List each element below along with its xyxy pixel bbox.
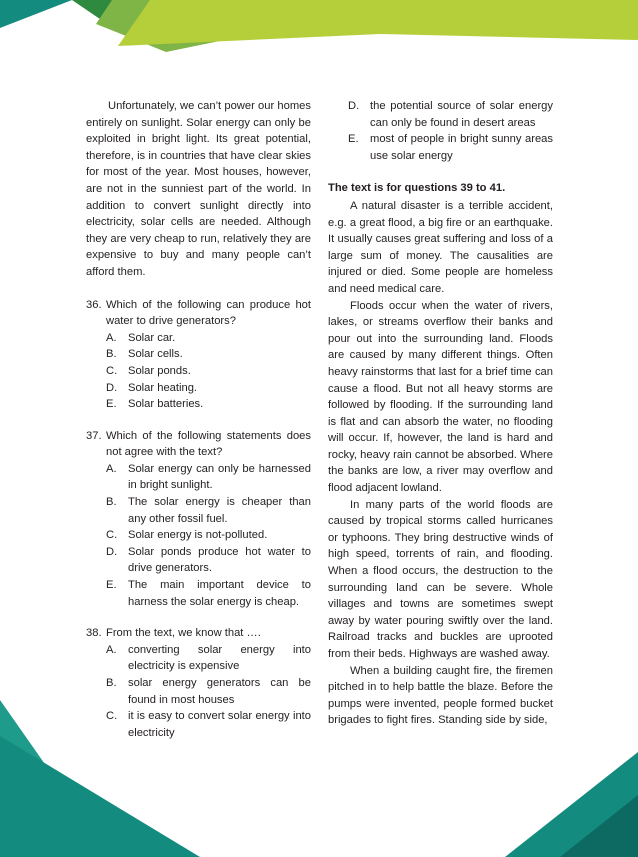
option-text: The solar energy is cheaper than any other fossil fuel. — [128, 496, 311, 525]
option-letter: C. — [106, 529, 118, 542]
answer-option — [106, 380, 311, 397]
answer-option — [106, 363, 311, 380]
answer-option — [328, 131, 553, 164]
question-item — [86, 297, 311, 413]
option-letter: E. — [106, 579, 117, 592]
passage-paragraph: Floods occur when the water of rivers, lakes, or streams overflow their banks and pour out into the surrounding land. Floods are caused by many different things. Often heavy rainstorms that last for a brief time can cause a flood. But not all heavy storms are followed by flooding. If the surrounding land is flat and can absorb the water, no flooding will occur. If, however, the land is hard and rocky, heavy rain cannot be absorbed. Where the banks are low, a river may overflow and flood adjacent lowland. — [328, 299, 553, 495]
option-letter: E. — [348, 133, 359, 146]
option-letter: C. — [106, 364, 118, 377]
passage-heading: The text is for questions 39 to 41. — [328, 182, 506, 195]
option-letter: D. — [106, 381, 118, 394]
option-text: The main important device to harness the solar energy is cheap. — [128, 579, 311, 608]
option-letter: C. — [106, 710, 118, 723]
option-letter: B. — [106, 348, 117, 361]
corner-shape-bottom-teal — [0, 736, 200, 857]
option-text: Solar car. — [128, 331, 176, 344]
answer-option — [106, 675, 311, 708]
question-body — [106, 428, 311, 611]
option-letter: D. — [106, 545, 118, 558]
answer-option — [106, 461, 311, 494]
question-number: 36. — [86, 298, 102, 311]
option-list — [106, 330, 311, 413]
option-letter: D. — [348, 100, 360, 112]
continued-option-list — [328, 98, 553, 164]
option-letter: A. — [106, 462, 117, 475]
passage-paragraph: In many parts of the world floods are caused by tropical storms called hurricanes or typhoons. They bring destructive winds of high speed, torrents of rain, and flooding. When a flood occurs, the destruction to the surrounding land can be severe. Whole villages and towns are sometimes swept away by water pouring swiftly over the land. Railroad tracks and buckles are uprooted from their beds. Highways are washed away. — [328, 498, 553, 660]
option-text: Solar energy can only be harnessed in bright sunlight. — [128, 462, 311, 492]
question-text: From the text, we know that …. — [106, 627, 261, 640]
answer-option — [106, 527, 311, 544]
question-text: Which of the following statements does not agree with the text? — [106, 429, 311, 459]
option-letter: A. — [106, 643, 117, 656]
question-text: Which of the following can produce hot water to drive generators? — [106, 298, 311, 328]
answer-option — [106, 494, 311, 527]
option-text: Solar ponds produce hot water to drive generators. — [128, 545, 311, 575]
answer-option — [106, 642, 311, 675]
right-column — [328, 98, 553, 729]
question-item — [86, 625, 311, 741]
option-text: Solar heating. — [128, 381, 198, 394]
option-text: the potential source of solar energy can only be found in desert areas — [370, 100, 553, 129]
passage-paragraph: A natural disaster is a terrible accident, e.g. a great flood, a big fire or an earthquake. It usually causes great suffering and loss of a large sum of money. The causalities are injured or died. Some people are homeless and need medical care. — [328, 199, 553, 295]
answer-option — [106, 708, 311, 741]
answer-option — [328, 98, 553, 131]
question-body — [106, 297, 311, 413]
question-item — [86, 428, 311, 611]
passage-paragraph: When a building caught fire, the firemen pitched in to help battle the blaze. Before the pumps were invented, people formed bucket brigades to fight fires. Standing side by side, — [328, 664, 553, 727]
option-text: solar energy generators can be found in most houses — [128, 677, 311, 706]
option-text: Solar batteries. — [128, 398, 204, 411]
question-body — [106, 625, 311, 741]
option-text: most of people in bright sunny areas use solar energy — [370, 133, 553, 162]
corner-shape-top-teal — [0, 0, 72, 28]
passage-body — [328, 198, 553, 729]
option-list — [106, 642, 311, 742]
answer-option — [106, 577, 311, 610]
left-column — [86, 98, 311, 741]
option-text: it is easy to convert solar energy into electricity — [128, 710, 311, 739]
answer-option — [106, 346, 311, 363]
answer-option — [106, 396, 311, 413]
question-list — [86, 297, 311, 742]
option-list — [106, 461, 311, 610]
answer-option — [106, 544, 311, 577]
option-text: Solar cells. — [128, 348, 183, 361]
passage-intro: Unfortunately, we can’t power our homes entirely on sunlight. Solar energy can only be exploited in bright light. Its great potential, therefore, is in countries that have clear skies for most of the year. Most houses, however, are not in the sunniest part of the world. In addition to convert sunlight directly into electricity, solar cells are needed. Although they are very cheap to run, relatively they are expensive to buy and many people can’t afford them. — [86, 100, 311, 278]
option-letter: B. — [106, 677, 117, 689]
question-number: 38. — [86, 627, 102, 640]
corner-shape-top-lime — [118, 0, 638, 46]
answer-option — [106, 330, 311, 347]
option-letter: E. — [106, 398, 117, 411]
option-text: Solar energy is not-polluted. — [128, 529, 268, 542]
option-text: Solar ponds. — [128, 364, 191, 377]
option-letter: A. — [106, 331, 117, 344]
option-letter: B. — [106, 496, 117, 509]
question-number: 37. — [86, 429, 102, 442]
option-text: converting solar energy into electricity is expensive — [128, 643, 311, 673]
